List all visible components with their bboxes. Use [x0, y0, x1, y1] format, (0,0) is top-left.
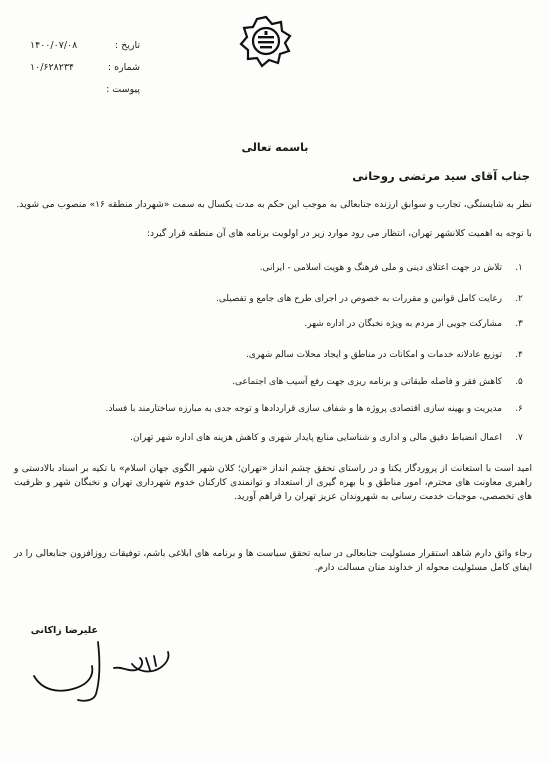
signer-name: علیرضا زاکانی [30, 625, 98, 636]
attachment-row [30, 78, 140, 100]
date-value: ۱۴۰۰/۰۷/۰۸ [30, 39, 78, 51]
lead-paragraph: با توجه به اهمیت کلانشهر تهران، انتظار می رود موارد زیر در اولویت برنامه های آن منطقه قرار گیرد: [146, 228, 532, 239]
handwritten-signature [28, 636, 178, 706]
tehran-municipality-emblem-icon [238, 14, 294, 68]
number-value: ۱۰/۶۲۸۲۳۴ [30, 61, 75, 73]
list-item-number: ۶. [515, 404, 523, 414]
intro-paragraph: نظر به شایستگی، تجارب و سوابق ارزنده جنابعالی به موجب این حکم به مدت یکسال به سمت «شهردار منطقه ۱۶» منصوب می شوید. [16, 199, 532, 210]
list-item [16, 350, 536, 360]
list-item-number: ۵. [515, 377, 523, 387]
list-item-text: اعمال انضباط دقیق مالی و اداری و شناسایی منابع پایدار شهری و کاهش هزینه های اداره شهر تهران. [130, 433, 502, 443]
number-label: شماره : [107, 61, 140, 73]
list-item-text: مدیریت و بهینه سازی اقتصادی پروژه ها و شفاف سازی قراردادها و توجه جدی به مبارزه ساختارمند با فساد. [105, 404, 502, 414]
number-row [30, 56, 140, 78]
list-item [16, 263, 536, 273]
list-item-number: ۳. [515, 319, 523, 329]
list-item-number: ۴. [515, 350, 523, 360]
letter-title: باسمه تعالی [241, 141, 309, 154]
list-item [16, 433, 536, 443]
list-item [16, 319, 536, 329]
addressee: جناب آقای سید مرتضی روحانی [352, 169, 530, 183]
list-item-number: ۲. [515, 294, 523, 304]
date-label: تاریخ : [114, 39, 140, 51]
list-item [16, 377, 536, 387]
letter-meta [30, 34, 140, 100]
date-row [30, 34, 140, 56]
list-item-text: مشارکت جویی از مردم به ویژه نخبگان در اداره شهر. [304, 319, 502, 329]
closing-paragraph-1: امید است با استعانت از پروردگار یکتا و در راستای تحقق چشم انداز «تهران؛ کلان شهر الگوی جهان اسلام» با تکیه بر اسناد بالادستی و راهبری معاونت های محترم، امور مناطق و با بهره گیری از استعداد و توانمندی کارکنان خدوم شهرداری تهران و نخبگان شهر و ظرفیت های تخصصی، موجبات خدمت رسانی به شهروندان عزیز تهران را فراهم آورید. [14, 463, 532, 502]
list-item-number: ۷. [515, 433, 523, 443]
list-item [16, 404, 536, 414]
attachment-label: پیوست : [106, 83, 140, 95]
list-item-text: تلاش در جهت اعتلای دینی و ملی فرهنگ و هویت اسلامی - ایرانی. [259, 263, 502, 273]
list-item-text: کاهش فقر و فاصله طبقاتی و برنامه ریزی جهت رفع آسیب های اجتماعی. [232, 377, 502, 387]
list-item-text: توزیع عادلانه خدمات و امکانات در مناطق و ایجاد محلات سالم شهری. [246, 350, 502, 360]
list-item-text: رعایت کامل قوانین و مقررات به خصوص در اجرای طرح های جامع و تفصیلی. [216, 294, 502, 304]
list-item-number: ۱. [515, 263, 523, 273]
list-item [16, 294, 536, 304]
closing-paragraph-2: رجاء واثق دارم شاهد استقرار مسئولیت جنابعالی در سایه تحقق سیاست ها و برنامه های ابلاغی باشم، توفیقات روزافزون جنابعالی را در ایفای کامل مسئولیت محوله از خداوند منان مسالت دارم. [14, 548, 532, 573]
